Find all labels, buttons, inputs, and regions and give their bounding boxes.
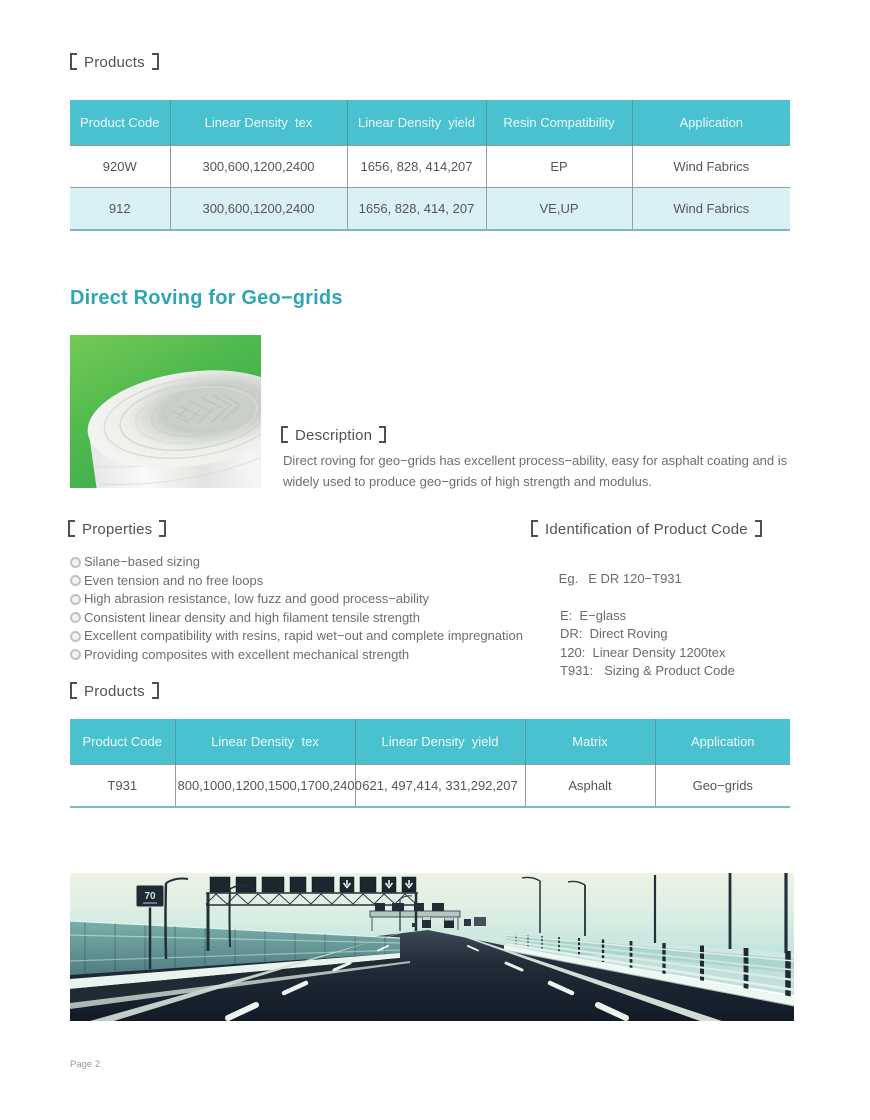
cell-product-code: T931 (70, 765, 175, 808)
bracket-right-icon (159, 520, 166, 537)
section-title-text: Identification of Product Code (545, 521, 748, 538)
col-header: Matrix (525, 719, 655, 765)
highway-photo-graphic (70, 873, 794, 1021)
cell-application: Wind Fabrics (632, 146, 790, 188)
list-item (70, 590, 523, 609)
identification-lines (537, 607, 735, 681)
col-header: Linear Density yield (355, 719, 525, 765)
col-header: Product Code (70, 719, 175, 765)
col-header: Linear Density tex (175, 719, 355, 765)
cell-resin-compatibility: VE,UP (486, 188, 632, 231)
table-row (70, 188, 790, 231)
cell-linear-density-yield: 1656, 828, 414, 207 (347, 188, 486, 231)
page-title: Direct Roving for Geo−grids (70, 287, 343, 309)
bullet-ring-icon (70, 575, 81, 586)
table-row (70, 146, 790, 188)
roving-photo-graphic (70, 335, 261, 488)
products-top-table (70, 100, 790, 231)
property-text: Excellent compatibility with resins, rapid wet−out and complete impregnation (84, 628, 523, 643)
property-text: Providing composites with excellent mechanical strength (84, 646, 410, 662)
roving-photo (70, 335, 261, 488)
bracket-left-icon (68, 520, 75, 537)
list-item (70, 553, 523, 572)
col-header: Linear Density tex (170, 100, 347, 146)
col-header: Linear Density yield (347, 100, 486, 146)
table-row (70, 765, 790, 808)
example-code: E DR 120−T931 (588, 570, 682, 586)
col-header: Application (632, 100, 790, 146)
list-item (70, 627, 523, 646)
speed-sign-text: 70 (144, 891, 156, 902)
identification-line: 120: Linear Density 1200tex (560, 644, 726, 660)
bracket-right-icon (152, 53, 159, 70)
bracket-right-icon (755, 520, 762, 537)
description-text: Direct roving for geo−grids has excellent process−ability, easy for asphalt coating and is widely used to produce geo−grids of high strength and modulus. (283, 453, 788, 489)
cell-matrix: Asphalt (525, 765, 655, 808)
example-prefix: Eg. (558, 570, 579, 586)
products-bottom-title (70, 682, 159, 700)
bullet-ring-icon (70, 594, 81, 605)
table-header-row (70, 719, 790, 765)
list-item (70, 609, 523, 628)
cell-linear-density-tex: 800,1000,1200,1500,1700,2400 (175, 765, 355, 808)
col-header: Application (655, 719, 790, 765)
products-bottom-table (70, 719, 790, 808)
list-item (70, 572, 523, 591)
col-header: Product Code (70, 100, 170, 146)
bracket-right-icon (379, 426, 386, 443)
page-number: Page 2 (70, 1059, 101, 1070)
cell-linear-density-yield: 621, 497,414, 331,292,207 (355, 765, 525, 808)
section-title-text: Products (84, 54, 145, 71)
bracket-left-icon (70, 682, 77, 699)
property-text: Even tension and no free loops (84, 572, 264, 588)
cell-product-code: 920W (70, 146, 170, 188)
property-text: Consistent linear density and high filament tensile strength (84, 609, 421, 625)
identification-line: T931: Sizing & Product Code (560, 663, 735, 678)
table-header-row (70, 100, 790, 146)
cell-resin-compatibility: EP (486, 146, 632, 188)
description-title (281, 426, 386, 444)
bracket-right-icon (152, 682, 159, 699)
highway-photo (70, 873, 794, 1021)
bullet-ring-icon (70, 612, 81, 623)
products-top-title (70, 53, 159, 71)
bullet-ring-icon (70, 649, 81, 660)
property-text: Silane−based sizing (84, 554, 200, 569)
bracket-left-icon (531, 520, 538, 537)
cell-application: Geo−grids (655, 765, 790, 808)
cell-linear-density-tex: 300,600,1200,2400 (170, 146, 347, 188)
bullet-ring-icon (70, 631, 81, 642)
bullet-ring-icon (70, 557, 81, 568)
identification-title (531, 520, 762, 538)
cell-linear-density-yield: 1656, 828, 414,207 (347, 146, 486, 188)
section-title-text: Description (295, 427, 373, 444)
identification-block (537, 551, 735, 681)
identification-line: E: E−glass (560, 607, 627, 623)
cell-linear-density-tex: 300,600,1200,2400 (170, 188, 347, 231)
cell-application: Wind Fabrics (632, 188, 790, 231)
section-title-text: Properties (82, 521, 153, 538)
section-title-text: Products (84, 683, 145, 700)
cell-product-code: 912 (70, 188, 170, 231)
property-text: High abrasion resistance, low fuzz and good process−ability (84, 591, 430, 606)
properties-title (68, 520, 166, 538)
properties-list (70, 553, 523, 664)
identification-example (537, 551, 735, 607)
bracket-left-icon (281, 426, 288, 443)
col-header: Resin Compatibility (486, 100, 632, 146)
identification-line: DR: Direct Roving (560, 626, 668, 641)
list-item (70, 646, 523, 665)
bracket-left-icon (70, 53, 77, 70)
